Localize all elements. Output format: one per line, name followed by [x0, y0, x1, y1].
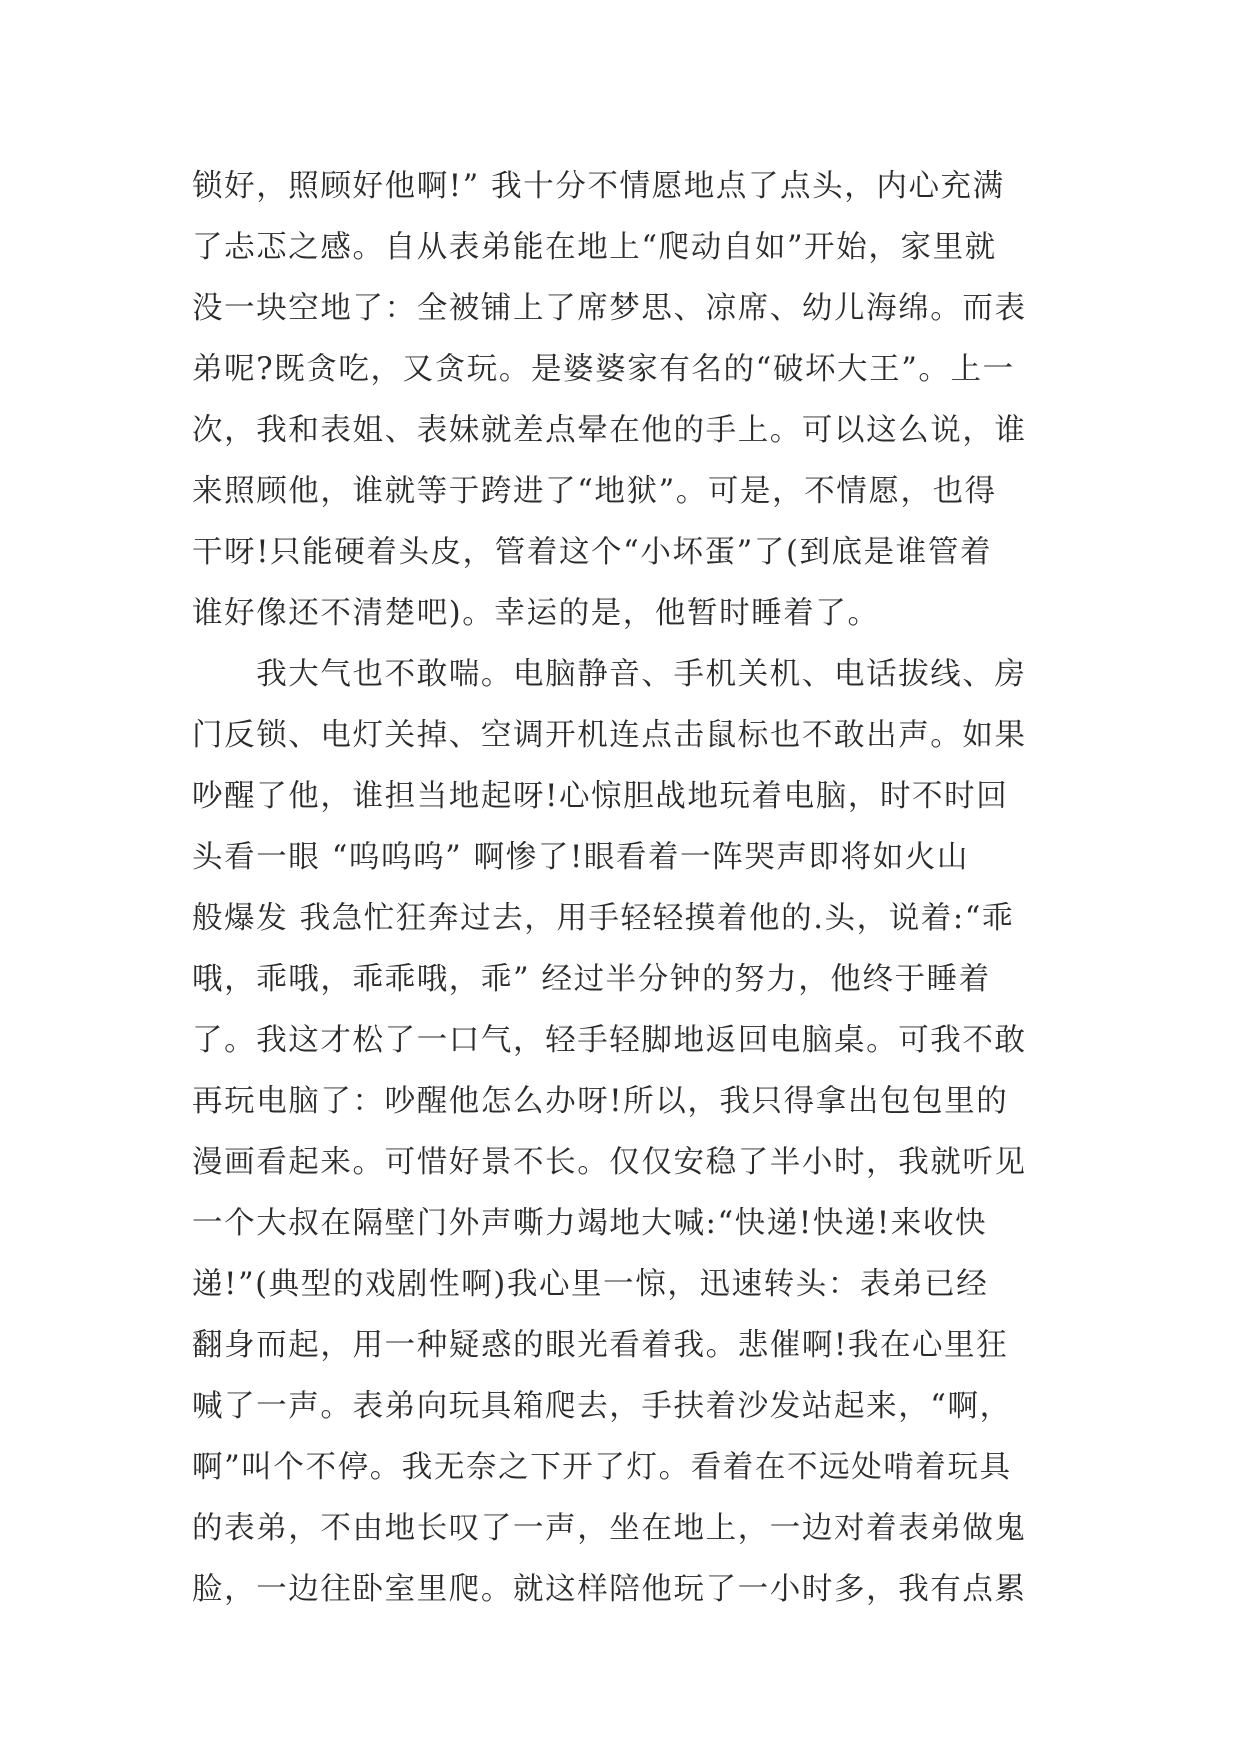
text-line-6: 来照顾他，谁就等于跨进了“地狱”。可是，不情愿，也得 — [192, 474, 997, 509]
text-line-14: 哦，乖哦，乖乖哦，乖” 经过半分钟的努力，他终于睡着 — [192, 962, 991, 997]
text-line-24: 脸，一边往卧室里爬。就这样陪他玩了一小时多，我有点累 — [192, 1572, 1027, 1607]
text-line-18: 一个大叔在隔壁门外声嘶力竭地大喊:“快递!快递!来收快 — [192, 1206, 988, 1241]
text-line-2: 了忐忑之感。自从表弟能在地上“爬动自如”开始，家里就 — [192, 230, 997, 265]
text-line-9: 我大气也不敢喘。电脑静音、手机关机、电话拔线、房 — [192, 657, 1027, 692]
text-line-11: 吵醒了他，谁担当地起呀!心惊胆战地玩着电脑，时不时回 — [192, 779, 1009, 814]
body-text — [192, 156, 1052, 1620]
text-line-1: 锁好，照顾好他啊!” 我十分不情愿地点了点头，内心充满 — [192, 169, 1005, 204]
text-line-5: 次，我和表姐、表妹就差点晕在他的手上。可以这么说，谁 — [192, 413, 1027, 448]
text-line-12: 头看一眼 “呜呜呜” 啊惨了!眼看着一阵哭声即将如火山 — [192, 840, 970, 875]
text-line-19: 递!”(典型的戏剧性啊)我心里一惊，迅速转头：表弟已经 — [192, 1267, 989, 1302]
text-line-17: 漫画看起来。可惜好景不长。仅仅安稳了半小时，我就听见 — [192, 1145, 1027, 1180]
text-line-3: 没一块空地了：全被铺上了席梦思、凉席、幼儿海绵。而表 — [192, 291, 1027, 326]
text-line-16: 再玩电脑了：吵醒他怎么办呀!所以，我只得拿出包包里的 — [192, 1084, 1009, 1119]
text-line-22: 啊”叫个不停。我无奈之下开了灯。看着在不远处啃着玩具 — [192, 1450, 1012, 1485]
text-line-4: 弟呢?既贪吃，又贪玩。是婆婆家有名的“破坏大王”。上一 — [192, 352, 1015, 387]
text-line-10: 门反锁、电灯关掉、空调开机连点击鼠标也不敢出声。如果 — [192, 718, 1027, 753]
text-line-20: 翻身而起，用一种疑惑的眼光看着我。悲催啊!我在心里狂 — [192, 1328, 1009, 1363]
text-line-13: 般爆发 我急忙狂奔过去，用手轻轻摸着他的.头，说着:“乖 — [192, 901, 1015, 936]
text-line-23: 的表弟，不由地长叹了一声，坐在地上，一边对着表弟做鬼 — [192, 1511, 1027, 1546]
text-line-7: 干呀!只能硬着头皮，管着这个“小坏蛋”了(到底是谁管着 — [192, 535, 993, 570]
text-line-8: 谁好像还不清楚吧)。幸运的是，他暂时睡着了。 — [192, 596, 880, 631]
text-line-21: 喊了一声。表弟向玩具箱爬去，手扶着沙发站起来，“啊， — [192, 1389, 1012, 1424]
text-line-15: 了。我这才松了一口气，轻手轻脚地返回电脑桌。可我不敢 — [192, 1023, 1027, 1058]
